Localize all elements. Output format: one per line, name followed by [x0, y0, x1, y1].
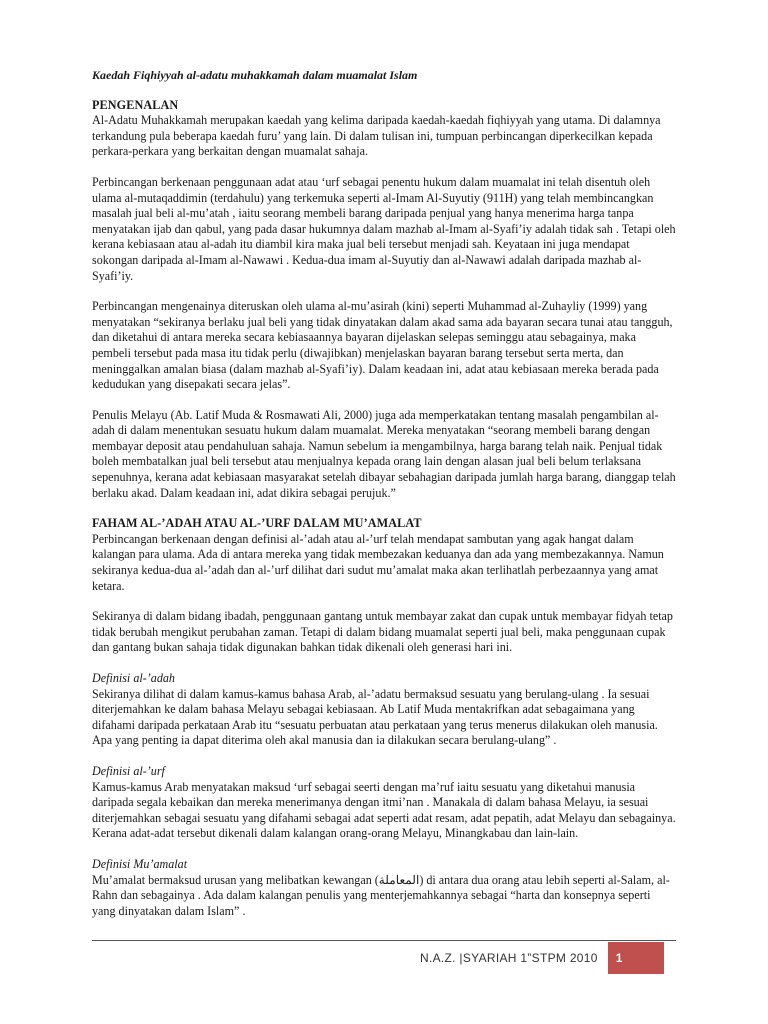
definition-text: Kamus-kamus Arab menyatakan maksud ‘urf sebagai seerti dengan ma’ruf iaitu sesuatu yang diketahui manusia daripada segala kebaikan dan mereka menerimanya dengan itmi’nan . Manakala di dalam bahasa Melayu, ia sesuai diterjemahkan sebagai sesuatu yang difahami sebagai adat seperti adat resam, adat pepatih, adat Melayu dan sebagainya. Kerana adat-adat tersebut dikenali dalam kalangan orang-orang Melayu, Minangkabau dan lain-lain. [92, 779, 676, 841]
footer-text: N.A.Z. |SYARIAH 1”STPM 2010 [420, 951, 598, 965]
definition-heading-adah: Definisi al-’adah [92, 671, 175, 685]
document-title: Kaedah Fiqhiyyah al-adatu muhakkamah dalam muamalat Islam [92, 68, 418, 82]
definition-heading-muamalat: Definisi Mu’amalat [92, 856, 188, 871]
section-heading-faham: FAHAM AL-’ADAH ATAU AL-’URF DALAM MU’AMALAT [92, 516, 422, 531]
paragraph: Al-Adatu Muhakkamah merupakan kaedah yang kelima daripada kaedah-kaedah fiqhiyyah yang utama. Di dalamnya terkandung pula beberapa kaedah furu’ yang lain. Di dalam tulisan ini, tumpuan perbincangan diperkecilkan kepada perkara-perkara yang berkaitan dengan muamalat sahaja. [92, 113, 661, 159]
definition-text: Mu’amalat bermaksud urusan yang melibatkan kewangan (المعاملة) di antara dua orang atau lebih seperti al-Salam, al-Rahn dan sebagainya . Ada dalam kalangan penulis yang menterjemahkannya sebagai “harta dan konsepnya seperti yang dinyatakan dalam Islam” . [92, 872, 670, 918]
paragraph: Sekiranya di dalam bidang ibadah, penggunaan gantang untuk membayar zakat dan cupak untuk membayar fidyah tetap tidak berubah mengikut perubahan zaman. Tetapi di dalam bidang muamalat seperti jual beli, maka penggunaan cupak dan gantang bukan sahaja tidak digunakan bahkan tidak dikenali oleh generasi hari ini. [92, 609, 673, 655]
definition-heading-urf: Definisi al-’urf [92, 763, 165, 778]
paragraph: Perbincangan berkenaan penggunaan adat atau ‘urf sebagai penentu hukum dalam muamalat ini telah disentuh oleh ulama al-mutaqaddimin (terdahulu) yang terkemuka seperti al-Imam Al-Suyutiy (911H) yang telah membincangkan masalah jual beli al-mu’atah , iaitu seorang membeli barang daripada penjual yang hanya menerima harga tanpa menyatakan ijab dan qabul, yang pada dasar hukumnya dalam mazhab al-Imam al-Syafi’iy adalah tidak sah . Tetapi oleh kerana kebiasaan atau al-adah itu diambil kira maka jual beli tersebut menjadi sah. Keyataan ini juga mendapat sokongan daripada al-Imam al-Nawawi . Kedua-dua imam al-Suyutiy dan al-Nawawi adalah daripada mazhab al-Syafi’iy. [92, 174, 676, 283]
paragraph: Perbincangan mengenainya diteruskan oleh ulama al-mu’asirah (kini) seperti Muhammad al-Zuhayliy (1999) yang menyatakan “sekiranya berlaku jual beli yang tidak dinyatakan dalam akad sama ada bayaran secara tunai atau tangguh, dan diketahui di antara mereka secara kebiasaannya bayaran dijelaskan selepas seminggu atau sebagainya, maka pembeli tersebut pada masa itu tidak perlu (diwajibkan) menjelaskan bayaran barang tersebut serta merta, dan meninggalkan amalan biasa (dalam mazhab al-Syafi’iy). Dalam keadaan ini, adat atau kebiasaan mereka berada pada kedudukan yang disepakati secara jelas”. [92, 299, 673, 392]
definition-text: Sekiranya dilihat di dalam kamus-kamus bahasa Arab, al-’adatu bermaksud sesuatu yang berulang-ulang . Ia sesuai diterjemahkan ke dalam bahasa Melayu sebagai kebiasaan. Ab Latif Muda mentakrifkan adat sebagaimana yang difahami daripada perkataan Arab itu “sesuatu perbuatan atau perkataan yang terus menerus dilakukan oleh manusia. Apa yang penting ia dapat diterima oleh akal manusia dan ia dilakukan secara berulang-ulang” . [92, 686, 658, 748]
page-footer [420, 942, 664, 974]
paragraph: Perbincangan berkenaan dengan definisi al-’adah atau al-’urf telah mendapat sambutan yang agak hangat dalam kalangan para ulama. Ada di antara mereka yang tidak membezakan keduanya dan ada yang membezakannya. Namun sekiranya kedua-dua al-’adah dan al-’urf dilihat dari sudut mu’amalat maka akan terlihatlah perbezaannya yang amat ketara. [92, 531, 664, 593]
document-body [92, 68, 676, 934]
footer-divider [92, 940, 676, 941]
page-number-badge: 1 [608, 942, 664, 974]
section-heading-pengenalan: PENGENALAN [92, 97, 179, 112]
paragraph: Penulis Melayu (Ab. Latif Muda & Rosmawati Ali, 2000) juga ada memperkatakan tentang masalah pengambilan al-adah di dalam menentukan sesuatu hukum dalam muamalat. Mereka menyatakan “seorang membeli barang dengan membayar deposit atau pendahuluan sahaja. Namun sebelum ia mengambilnya, harga barang telah naik. Penjual tidak boleh membatalkan jual beli tersebut atau menjualnya kepada orang lain dengan alasan jual beli belum terlaksana sepenuhnya, kerana adat kebiasaan masyarakat setelah dibayar sebahagian daripada jumlah harga barang, dianggap telah berlaku akad. Dalam keadaan ini, adat dikira sebagai perujuk.” [92, 407, 676, 500]
